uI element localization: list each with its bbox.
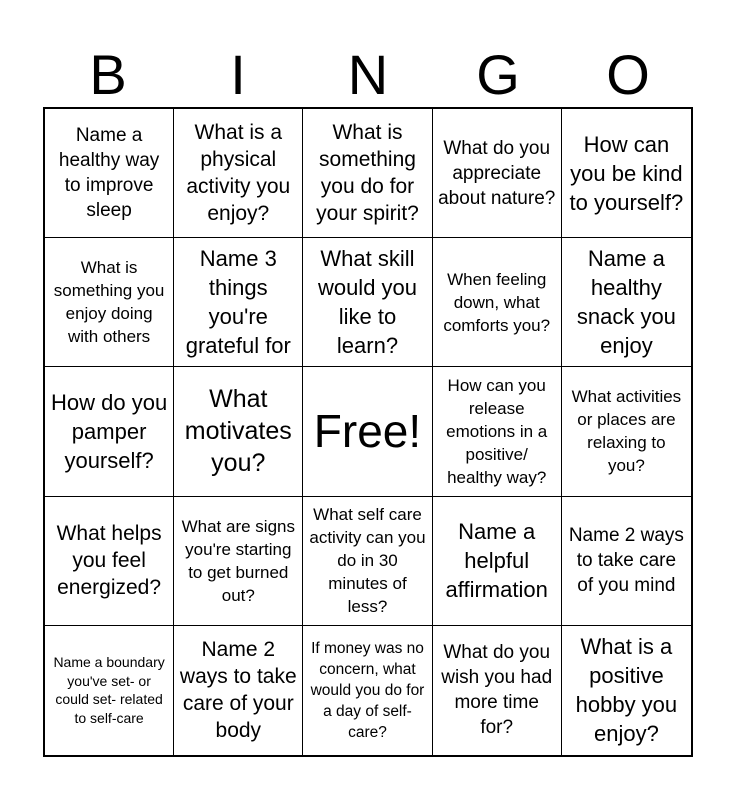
header-letter-b: B (89, 43, 127, 106)
header-letter-i: I (230, 43, 246, 106)
bingo-cell-r5c2[interactable]: Name 2 ways to take care of your body (174, 626, 303, 755)
bingo-cell-r2c4[interactable]: When feeling down, what comforts you? (433, 238, 562, 367)
bingo-header (43, 42, 693, 108)
bingo-cell-free[interactable]: Free! (303, 367, 432, 496)
bingo-cell-r4c1[interactable]: What helps you feel energized? (45, 497, 174, 626)
bingo-cell-r2c2[interactable]: Name 3 things you're grateful for (174, 238, 303, 367)
bingo-cell-r1c1[interactable]: Name a healthy way to improve sleep (45, 109, 174, 238)
bingo-cell-r4c3[interactable]: What self care activity can you do in 30 minutes of less? (303, 497, 432, 626)
bingo-cell-r5c4[interactable]: What do you wish you had more time for? (433, 626, 562, 755)
header-letter-n: N (347, 43, 389, 106)
bingo-cell-r1c2[interactable]: What is a physical activity you enjoy? (174, 109, 303, 238)
bingo-cell-r1c5[interactable]: How can you be kind to yourself? (562, 109, 691, 238)
bingo-cell-r1c4[interactable]: What do you appreciate about nature? (433, 109, 562, 238)
bingo-board (43, 107, 693, 757)
bingo-cell-r4c2[interactable]: What are signs you're starting to get burned out? (174, 497, 303, 626)
bingo-cell-r1c3[interactable]: What is something you do for your spirit? (303, 109, 432, 238)
bingo-cell-r3c5[interactable]: What activities or places are relaxing to you? (562, 367, 691, 496)
bingo-cell-r2c5[interactable]: Name a healthy snack you enjoy (562, 238, 691, 367)
bingo-cell-r5c1[interactable]: Name a boundary you've set- or could set- related to self-care (45, 626, 174, 755)
bingo-cell-r3c4[interactable]: How can you release emotions in a positive/ healthy way? (433, 367, 562, 496)
bingo-cell-r4c4[interactable]: Name a helpful affirmation (433, 497, 562, 626)
bingo-cell-r3c2[interactable]: What motivates you? (174, 367, 303, 496)
bingo-cell-r5c3[interactable]: If money was no concern, what would you do for a day of self-care? (303, 626, 432, 755)
bingo-cell-r2c1[interactable]: What is something you enjoy doing with others (45, 238, 174, 367)
bingo-cell-r5c5[interactable]: What is a positive hobby you enjoy? (575, 634, 678, 747)
bingo-cell-r2c3[interactable]: What skill would you like to learn? (303, 238, 432, 367)
header-letter-g: G (476, 43, 520, 106)
bingo-cell-r3c1[interactable]: How do you pamper yourself? (45, 367, 174, 496)
bingo-cell-r4c5[interactable]: Name 2 ways to take care of you mind (562, 497, 691, 626)
header-letter-o: O (606, 43, 650, 106)
